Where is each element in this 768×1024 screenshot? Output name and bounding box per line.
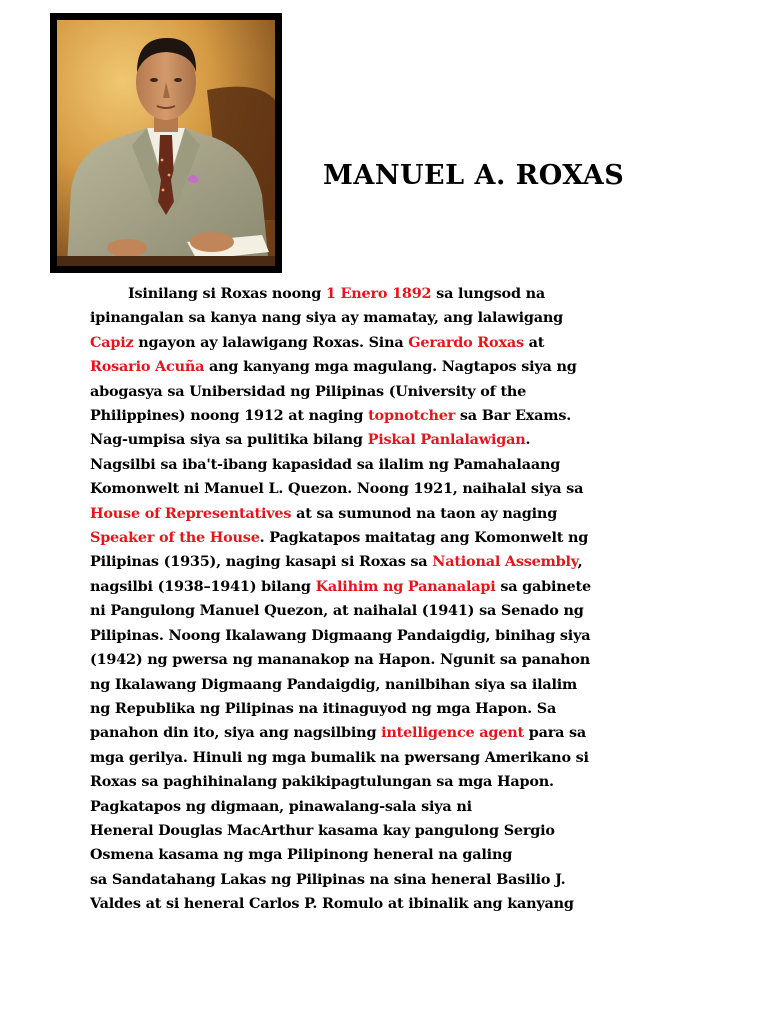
portrait-frame <box>50 13 282 273</box>
text-run: Philippines) noong 1912 at naging <box>90 407 369 425</box>
portrait-image <box>57 20 275 266</box>
paragraph-line <box>90 331 680 355</box>
paragraph-line <box>90 355 680 379</box>
text-run: ngayon ay lalawigang Roxas. Sina <box>133 333 409 351</box>
text-run: ang kanyang mga magulang. Nagtapos siya ng <box>204 358 577 376</box>
text-run: . <box>525 431 531 449</box>
text-run: Osmena kasama ng mga Pilipinong heneral na galing <box>90 846 513 864</box>
text-run: , <box>577 553 583 571</box>
text-run: Pagkatapos ng digmaan, pinawalang-sala siya ni <box>90 797 472 815</box>
text-run: Roxas sa paghihinalang pakikipagtulungan sa mga Hapon. <box>90 773 554 791</box>
text-run: sa Sandatahang Lakas ng Pilipinas na sina heneral Basilio J. <box>90 870 566 888</box>
paragraph-line <box>90 428 680 452</box>
paragraph-line <box>90 502 680 526</box>
text-run: sa Bar Exams. <box>455 407 572 425</box>
paragraph-line <box>90 770 680 794</box>
paragraph-line <box>90 697 680 721</box>
highlighted-term: Speaker of the House <box>90 529 260 547</box>
paragraph-line <box>90 526 680 550</box>
text-run: Isinilang si Roxas noong <box>128 285 326 302</box>
text-run: Nag-umpisa siya sa pulitika bilang <box>90 431 368 449</box>
paragraph-line <box>90 404 680 428</box>
text-run: at <box>523 333 545 351</box>
highlighted-term: Gerardo Roxas <box>408 333 524 351</box>
paragraph-line <box>90 575 680 599</box>
paragraph-line <box>90 843 680 867</box>
text-run: ng Ikalawang Digmaang Pandaigdig, nanilbihan siya sa ilalim <box>90 675 578 693</box>
paragraph-line <box>90 453 680 477</box>
text-run: Pilipinas. Noong Ikalawang Digmaang Pandaigdig, binihag siya <box>90 626 591 644</box>
highlighted-term: intelligence agent <box>381 724 524 742</box>
paragraph-line <box>90 648 680 672</box>
text-run: Komonwelt ni Manuel L. Quezon. Noong 1921, naihalal siya sa <box>90 480 584 498</box>
paragraph-line <box>90 599 680 623</box>
paragraph-line <box>90 282 680 306</box>
portrait-painting <box>57 20 275 266</box>
text-run: Valdes at si heneral Carlos P. Romulo at ibinalik ang kanyang <box>90 895 574 913</box>
text-run: ng Republika ng Pilipinas na itinaguyod ng mga Hapon. Sa <box>90 699 557 717</box>
paragraph-line <box>90 819 680 843</box>
text-run: (1942) ng pwersa ng mananakop na Hapon. Ngunit sa panahon <box>90 651 591 669</box>
highlighted-term: Kalihim ng Pananalapi <box>315 577 496 595</box>
paragraph-line <box>90 892 680 916</box>
paragraph-line <box>90 477 680 501</box>
highlighted-term: Capiz <box>90 333 134 351</box>
text-run: Heneral Douglas MacArthur kasama kay pangulong Sergio <box>90 821 555 839</box>
text-run: nagsilbi (1938–1941) bilang <box>90 577 316 595</box>
highlighted-term: House of Representatives <box>90 504 292 522</box>
text-run: mga gerilya. Hinuli ng mga bumalik na pwersang Amerikano si <box>90 748 589 766</box>
text-run: sa gabinete <box>495 577 591 595</box>
paragraph-line <box>90 795 680 819</box>
text-run: ipinangalan sa kanya nang siya ay mamatay, ang lalawigang <box>90 309 563 327</box>
text-run: abogasya sa Unibersidad ng Pilipinas (University of the <box>90 382 527 400</box>
highlighted-term: 1 Enero 1892 <box>325 285 432 302</box>
page-title: MANUEL A. ROXAS <box>323 160 625 191</box>
text-run: ni Pangulong Manuel Quezon, at naihalal (1941) sa Senado ng <box>90 602 584 620</box>
text-run: para sa <box>523 724 587 742</box>
highlighted-term: National Assembly <box>432 553 578 571</box>
text-run: sa lungsod na <box>431 285 546 302</box>
text-run: Pilipinas (1935), naging kasapi si Roxas sa <box>90 553 433 571</box>
paragraph-line <box>90 868 680 892</box>
biography-text <box>90 282 680 917</box>
paragraph-line <box>90 550 680 574</box>
paragraph-line <box>90 673 680 697</box>
highlighted-term: Rosario Acuña <box>90 358 205 376</box>
text-run: panahon din ito, siya ang nagsilbing <box>90 724 382 742</box>
highlighted-term: Piskal Panlalawigan <box>367 431 526 449</box>
paragraph-line <box>90 746 680 770</box>
text-run: at sa sumunod na taon ay naging <box>291 504 558 522</box>
paragraph-line <box>90 721 680 745</box>
text-run: Nagsilbi sa iba't-ibang kapasidad sa ilalim ng Pamahalaang <box>90 455 561 473</box>
highlighted-term: topnotcher <box>368 407 456 425</box>
text-run: . Pagkatapos maitatag ang Komonwelt ng <box>259 529 589 547</box>
paragraph-line <box>90 306 680 330</box>
paragraph-line <box>90 624 680 648</box>
paragraph-line <box>90 380 680 404</box>
